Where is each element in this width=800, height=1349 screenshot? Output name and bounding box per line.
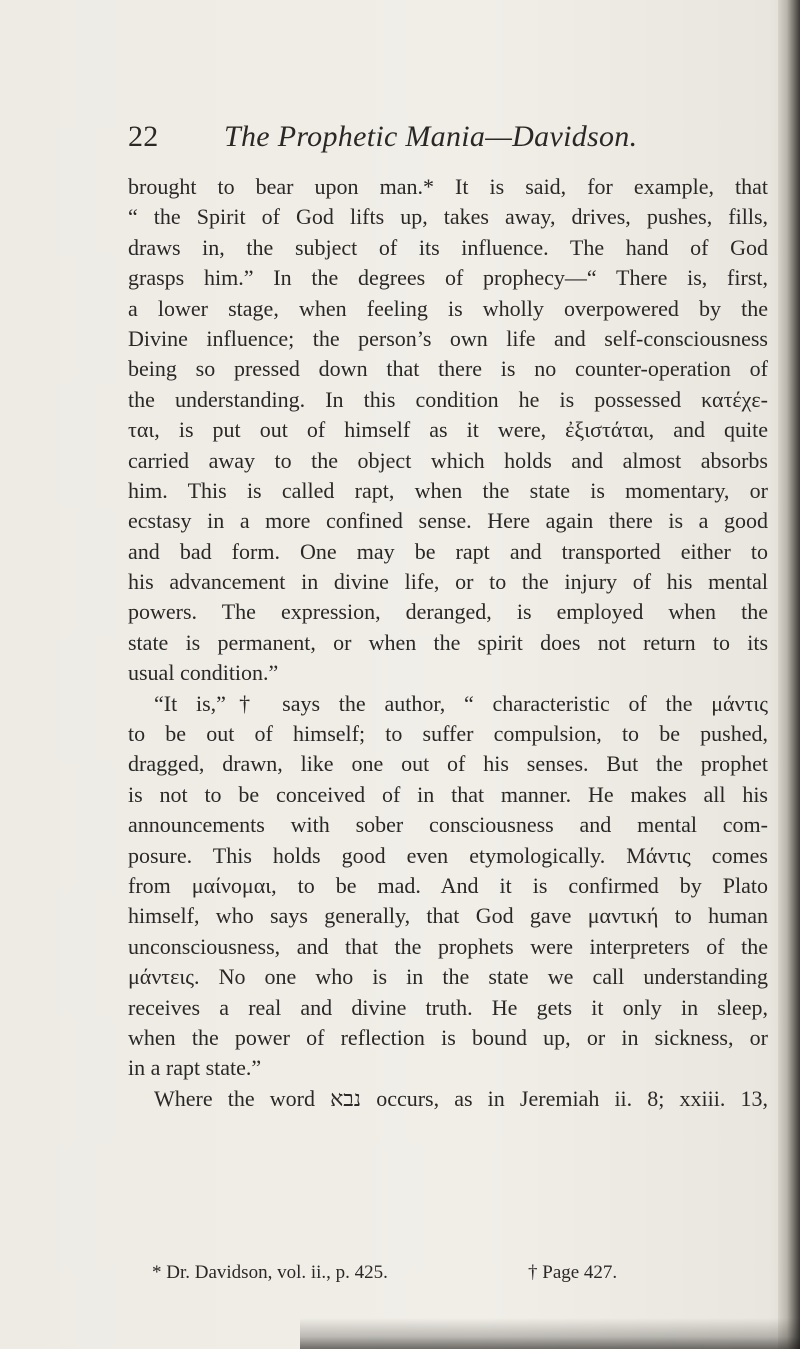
- text-line: unconsciousness, and that the prophets were interpreters of the: [128, 933, 768, 959]
- page-bottom-shadow: [300, 1318, 800, 1349]
- text-line: state is permanent, or when the spirit does not return to its: [128, 629, 768, 655]
- text-line: usual condition.”: [128, 660, 279, 686]
- text-line: is not to be conceived of in that manner. He makes all his: [128, 781, 768, 807]
- text-line: a lower stage, when feeling is wholly overpowered by the: [128, 295, 768, 321]
- footnote-dagger: † Page 427.: [528, 1262, 618, 1283]
- text-line: receives a real and divine truth. He gets it only in sleep,: [128, 994, 768, 1020]
- footnote-star: * Dr. Davidson, vol. ii., p. 425.: [152, 1262, 388, 1283]
- text-line: when the power of reflection is bound up, or in sickness, or: [128, 1024, 768, 1050]
- text-line: his advancement in divine life, or to the injury of his mental: [128, 569, 768, 595]
- text-line: ται, is put out of himself as it were, ἐξιστάται, and quite: [128, 417, 768, 443]
- running-header: [128, 120, 768, 154]
- page-number: 22: [128, 120, 159, 153]
- text-line: Where the word נבא occurs, as in Jeremiah ii. 8; xxiii. 13,: [154, 1085, 768, 1111]
- text-line: him. This is called rapt, when the state is momentary, or: [128, 477, 768, 503]
- text-line: Divine influence; the person’s own life and self-consciousness: [128, 325, 768, 351]
- text-line: draws in, the subject of its influence. The hand of God: [128, 234, 768, 260]
- text-line: carried away to the object which holds and almost absorbs: [128, 447, 768, 473]
- text-line: grasps him.” In the degrees of prophecy—“ There is, first,: [128, 265, 768, 291]
- text-line: and bad form. One may be rapt and transported either to: [128, 538, 768, 564]
- book-spine-shadow: [778, 0, 800, 1349]
- text-line: powers. The expression, deranged, is employed when the: [128, 599, 768, 625]
- text-line: “ the Spirit of God lifts up, takes away, drives, pushes, fills,: [128, 204, 768, 230]
- text-line: from μαίνομαι, to be mad. And it is confirmed by Plato: [128, 872, 768, 898]
- text-line: to be out of himself; to suffer compulsion, to be pushed,: [128, 721, 768, 747]
- body-text: [128, 172, 768, 1114]
- text-line: μάντεις. No one who is in the state we call understanding: [128, 964, 768, 990]
- text-line: dragged, drawn, like one out of his senses. But the prophet: [128, 751, 768, 777]
- text-line: brought to bear upon man.* It is said, for example, that: [128, 174, 768, 199]
- text-line: himself, who says generally, that God gave μαντική to human: [128, 903, 768, 929]
- text-line: ecstasy in a more confined sense. Here again there is a good: [128, 508, 768, 534]
- text-line: in a rapt state.”: [128, 1055, 262, 1081]
- running-title: The Prophetic Mania—Davidson.: [224, 120, 638, 153]
- text-line: posure. This holds good even etymologically. Μάντις comes: [128, 842, 768, 868]
- text-line: “It is,”† says the author, “ characteristic of the μάντις: [154, 690, 768, 716]
- text-line: the understanding. In this condition he is possessed κατέχε-: [128, 386, 768, 412]
- text-line: announcements with sober consciousness and mental com-: [128, 812, 768, 838]
- text-line: being so pressed down that there is no counter-operation of: [128, 356, 768, 382]
